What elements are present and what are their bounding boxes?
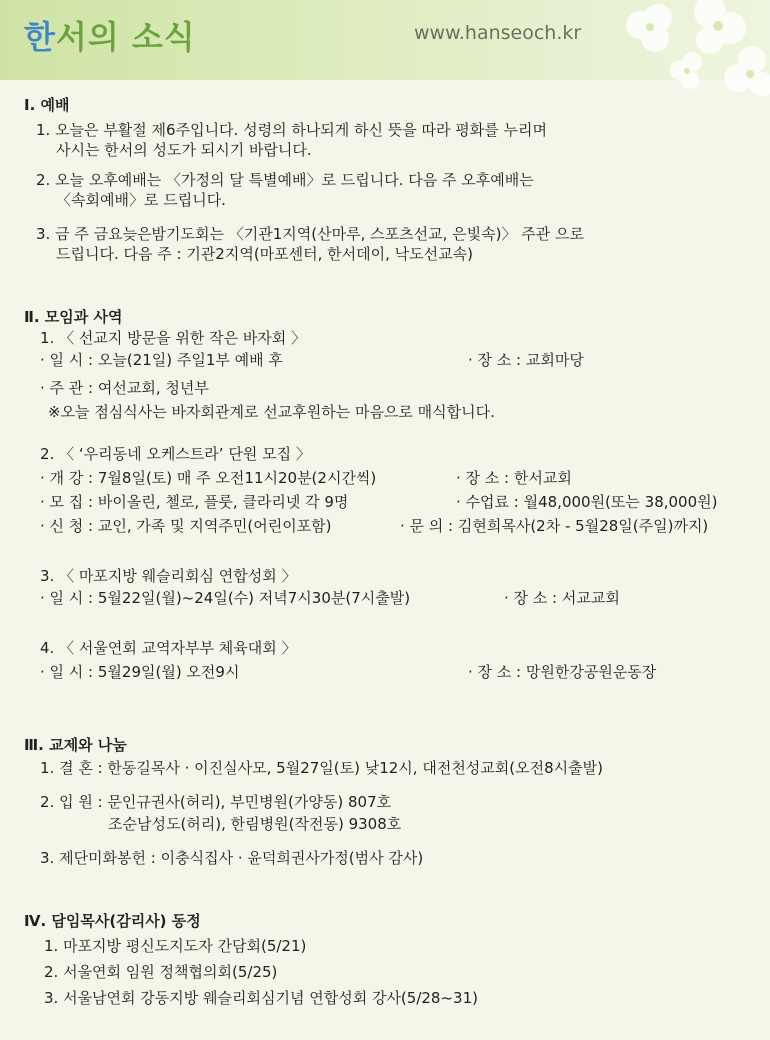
fellowship-heading: Ⅲ. 교제와 나눔	[24, 736, 127, 754]
event2-recruit: · 모 집 : 바이올린, 첼로, 플룻, 클라리넷 각 9명	[40, 493, 349, 511]
event2-place: · 장 소 : 한서교회	[456, 469, 572, 487]
hospital-notice-1: 2. 입 원 : 문인규권사(허리), 부민병원(가양동) 807호	[40, 793, 392, 811]
event4-title: 4. 〈 서울연회 교역자부부 체육대회 〉	[40, 639, 297, 657]
worship-heading: Ⅰ. 예배	[24, 96, 70, 114]
event2-fee: · 수업료 : 월48,000원(또는 38,000원)	[456, 493, 718, 511]
event2-open: · 개 강 : 7월8일(토) 매 주 오전11시20분(2시간씩)	[40, 469, 377, 487]
worship-item1-line1: 1. 오늘은 부활절 제6주입니다. 성령의 하나되게 하신 뜻을 따라 평화를 누리며	[36, 121, 548, 139]
pastor-item1: 1. 마포지방 평신도지도자 간담회(5/21)	[44, 937, 307, 955]
hospital-notice-2: 조순남성도(허리), 한림병원(작전동) 9308호	[108, 815, 402, 833]
title-rest: 서의 소식	[55, 18, 196, 56]
event3-time: · 일 시 : 5월22일(월)~24일(수) 저녁7시30분(7시출발)	[40, 589, 411, 607]
event3-title: 3. 〈 마포지방 웨슬리회심 연합성회 〉	[40, 567, 297, 585]
pastor-item3: 3. 서울남연회 강동지방 웨슬리회심기념 연합성회 강사(5/28~31)	[44, 989, 478, 1007]
event2-contact: · 문 의 : 김현희목사(2차 - 5월28일(주일)까지)	[400, 517, 709, 535]
event3-place: · 장 소 : 서교교회	[504, 589, 620, 607]
worship-item3-line2: 드립니다. 다음 주 : 기관2지역(마포센터, 한서데이, 낙도선교속)	[56, 245, 473, 263]
website-url[interactable]: www.hanseoch.kr	[414, 22, 582, 44]
worship-item3-line1: 3. 금 주 금요늦은밤기도회는 〈기관1지역(산마루, 스포츠선교, 은빛속)〉 주관 으로	[36, 225, 584, 243]
newsletter-title	[24, 12, 196, 58]
event1-host: · 주 관 : 여선교회, 청년부	[40, 379, 209, 397]
event4-place: · 장 소 : 망원한강공원운동장	[468, 663, 657, 681]
worship-item2-line2: 〈속회예배〉로 드립니다.	[56, 191, 226, 209]
event4-time: · 일 시 : 5월29일(월) 오전9시	[40, 663, 240, 681]
pastor-heading: Ⅳ. 담임목사(감리사) 동정	[24, 912, 201, 930]
event2-title: 2. 〈 ‘우리동네 오케스트라’ 단원 모집 〉	[40, 445, 311, 463]
worship-item1-line2: 사시는 한서의 성도가 되시기 바랍니다.	[56, 141, 312, 159]
title-accent: 한	[24, 18, 56, 56]
page-header	[0, 0, 770, 80]
event1-time: · 일 시 : 오늘(21일) 주일1부 예배 후	[40, 351, 283, 369]
event1-title: 1. 〈 선교지 방문을 위한 작은 바자회 〉	[40, 329, 307, 347]
pastor-item2: 2. 서울연회 임원 정책협의회(5/25)	[44, 963, 278, 981]
gathering-heading: Ⅱ. 모임과 사역	[24, 308, 123, 326]
event1-note: ※오늘 점심식사는 바자회관계로 선교후원하는 마음으로 매식합니다.	[48, 403, 495, 421]
event2-apply: · 신 청 : 교인, 가족 및 지역주민(어린이포함)	[40, 517, 332, 535]
worship-item2-line1: 2. 오늘 오후예배는 〈가정의 달 특별예배〉로 드립니다. 다음 주 오후예배는	[36, 171, 534, 189]
newsletter-content	[0, 80, 770, 1040]
event1-place: · 장 소 : 교회마당	[468, 351, 584, 369]
wedding-notice: 1. 결 혼 : 한동길목사 · 이진실사모, 5월27일(토) 낮12시, 대전천성교회(오전8시출발)	[40, 759, 603, 777]
offering-notice: 3. 제단미화봉헌 : 이충식집사 · 윤덕희권사가정(범사 감사)	[40, 849, 424, 867]
